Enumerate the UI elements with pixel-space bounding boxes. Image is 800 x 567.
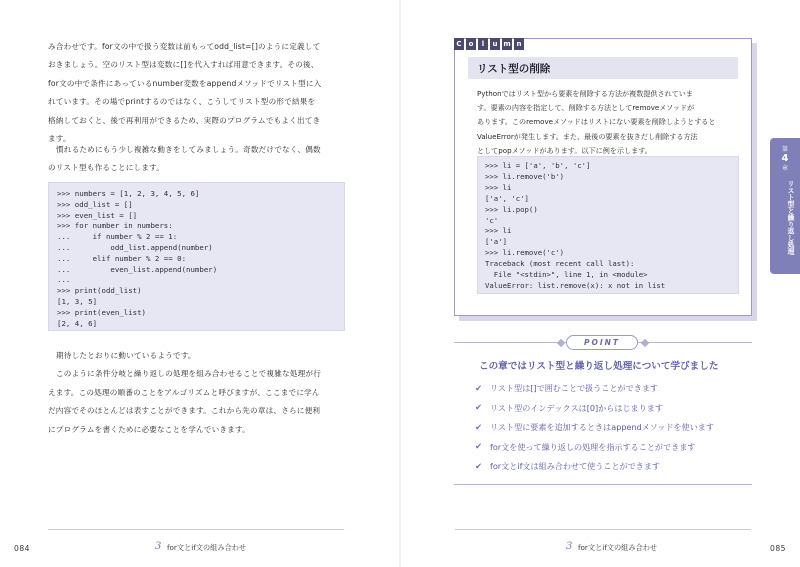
text-line: えます。この処理の順番のことをアルゴリズムと呼びますが、ここまでに学ん [48,387,320,397]
code-line: >>> odd_list = [] [57,199,133,209]
diamond-icon [557,339,565,347]
code-line: ValueError: list.remove(x): x not in list [485,280,666,290]
text-line: 期待したとおりに動いているようです。 [56,351,196,360]
point-item-text: リスト型は[]で囲むことで扱うことができます [490,383,659,394]
check-icon: ✔ [475,422,483,433]
point-item-text: リスト型のインデックスは[0]からはじまります [490,402,663,413]
page-number-right: 085 [770,544,786,553]
text-line: 慣れるためにもう少し複雑な動きをしてみましょう。奇数だけでなく、偶数 [56,145,321,154]
code-line: ... [57,275,71,285]
column-title: リスト型の削除 [477,63,551,75]
code-line: ... if number % 2 == 1: [57,232,178,242]
code-line: Traceback (most recent call last): [485,259,635,269]
footer-rule-right [455,529,751,530]
code-line: >>> li = ['a', 'b', 'c'] [485,161,591,170]
code-line: >>> numbers = [1, 2, 3, 4, 5, 6] [57,189,200,198]
code-block-numbers [48,182,345,331]
paragraph-3 [48,347,348,439]
text-line: このように条件分岐と繰り返しの処理を組み合わせることで複雑な処理が行 [56,369,321,379]
paragraph-1 [48,38,348,148]
point-list [475,379,714,477]
code-line: ... even_list.append(number) [57,264,218,274]
text-line: ます。 [48,134,71,144]
text-line: for文の中で条件にあっているnumber変数をappendメソッドでリスト型に入 [48,78,322,88]
text-line: にプログラムを書くために必要なことを学んでいきます。 [48,424,250,434]
text-line: のリスト型も作ることにします。 [48,163,165,173]
point-badge: POINT [566,335,638,350]
chapter-title: リスト型と繰り返し処理 [786,180,794,255]
column-body [477,87,742,158]
list-item [475,418,714,438]
code-line: 'c' [485,215,499,225]
point-heading: この章ではリスト型と繰り返し処理について学びました [479,361,719,372]
point-section [454,330,752,488]
code-line: >>> for number in numbers: [57,221,173,231]
code-line: >>> li.remove('c') [485,248,565,258]
code-line: [1, 3, 5] [57,296,98,306]
code-line: >>> li.pop() [485,204,538,214]
chapter-num: 4 [781,153,789,164]
text-line: れています。その場でprintするのではなく、こうしてリスト型の形で結果を [48,97,316,107]
code-line: >>> print(even_list) [57,307,146,317]
list-item [475,457,714,477]
column-label-letter: l [478,38,488,50]
text-line: み合わせです。for文の中で扱う変数は前もってodd_list=[]のように定義して [48,42,321,51]
check-icon: ✔ [475,383,483,394]
running-title-left: for文とif文の組み合わせ [167,543,247,552]
list-item [475,399,714,419]
point-item-text: for文を使って繰り返しの処理を指示することができます [490,441,696,452]
text-line: おきましょう。空のリスト型は変数に[]を代入すれば用意できます。その後、 [48,60,319,70]
paragraph-2 [48,141,348,178]
check-icon: ✔ [475,403,483,414]
text-line: 格納しておくと、後で再利用ができるため、実際のプログラムでもよく出てき [48,115,321,125]
chapter-suffix: 章 [781,165,788,172]
point-item-text: for文とif文は組み合わせて使うことができます [490,461,661,472]
text-line: としてpopメソッドがあります。以下に例を示します。 [477,145,652,155]
running-section-number-right: 3 [566,541,573,552]
point-bottom-rule [454,484,752,485]
running-section-number-left: 3 [155,541,162,552]
code-line: >>> li [485,226,512,236]
code-block-remove [477,156,739,294]
code-line: File "<stdin>", line 1, in <module> [485,270,648,280]
column-label [454,38,524,50]
code-line: ... odd_list.append(number) [57,242,213,252]
check-icon: ✔ [475,461,483,472]
code-line: >>> print(odd_list) [57,286,142,296]
footer-rule-left [48,529,344,530]
check-icon: ✔ [475,442,483,453]
code-line: >>> li [485,182,512,192]
text-line: だ内容でそのほとんどは表すことができます。これから先の章は、さらに便利 [48,406,321,416]
code-line: >>> even_list = [] [57,210,138,220]
list-item [475,379,714,399]
code-line: ['a'] [485,237,507,247]
point-item-text: リスト型に要素を追加するときはappendメソッドを使います [490,422,714,433]
code-line: >>> li.remove('b') [485,171,565,181]
chapter-number [776,146,794,172]
running-title-right: for文とif文の組み合わせ [578,543,658,552]
column-label-letter: o [466,38,476,50]
text-line: ValueErrorが発生します。また、最後の要素を抜きだし削除する方法 [477,131,698,141]
list-item [475,438,714,458]
code-line: [2, 4, 6] [57,318,98,328]
diamond-icon [641,339,649,347]
text-line: す。要素の内容を指定して、削除する方法としてremoveメソッドが [477,103,695,113]
column-label-letter: u [490,38,500,50]
column-label-letter: C [454,38,464,50]
text-line: Pythonではリスト型から要素を削除する方法が複数提供されていま [477,89,693,98]
text-line: あります。このremoveメソッドはリストにない要素を削除しようとすると [477,117,716,127]
chapter-prefix: 第 [781,146,788,153]
page-number-left: 084 [14,544,30,553]
column-label-letter: n [514,38,524,50]
code-line: ['a', 'c'] [485,193,529,203]
code-line: ... elif number % 2 == 0: [57,253,187,263]
column-label-letter: m [503,40,511,48]
